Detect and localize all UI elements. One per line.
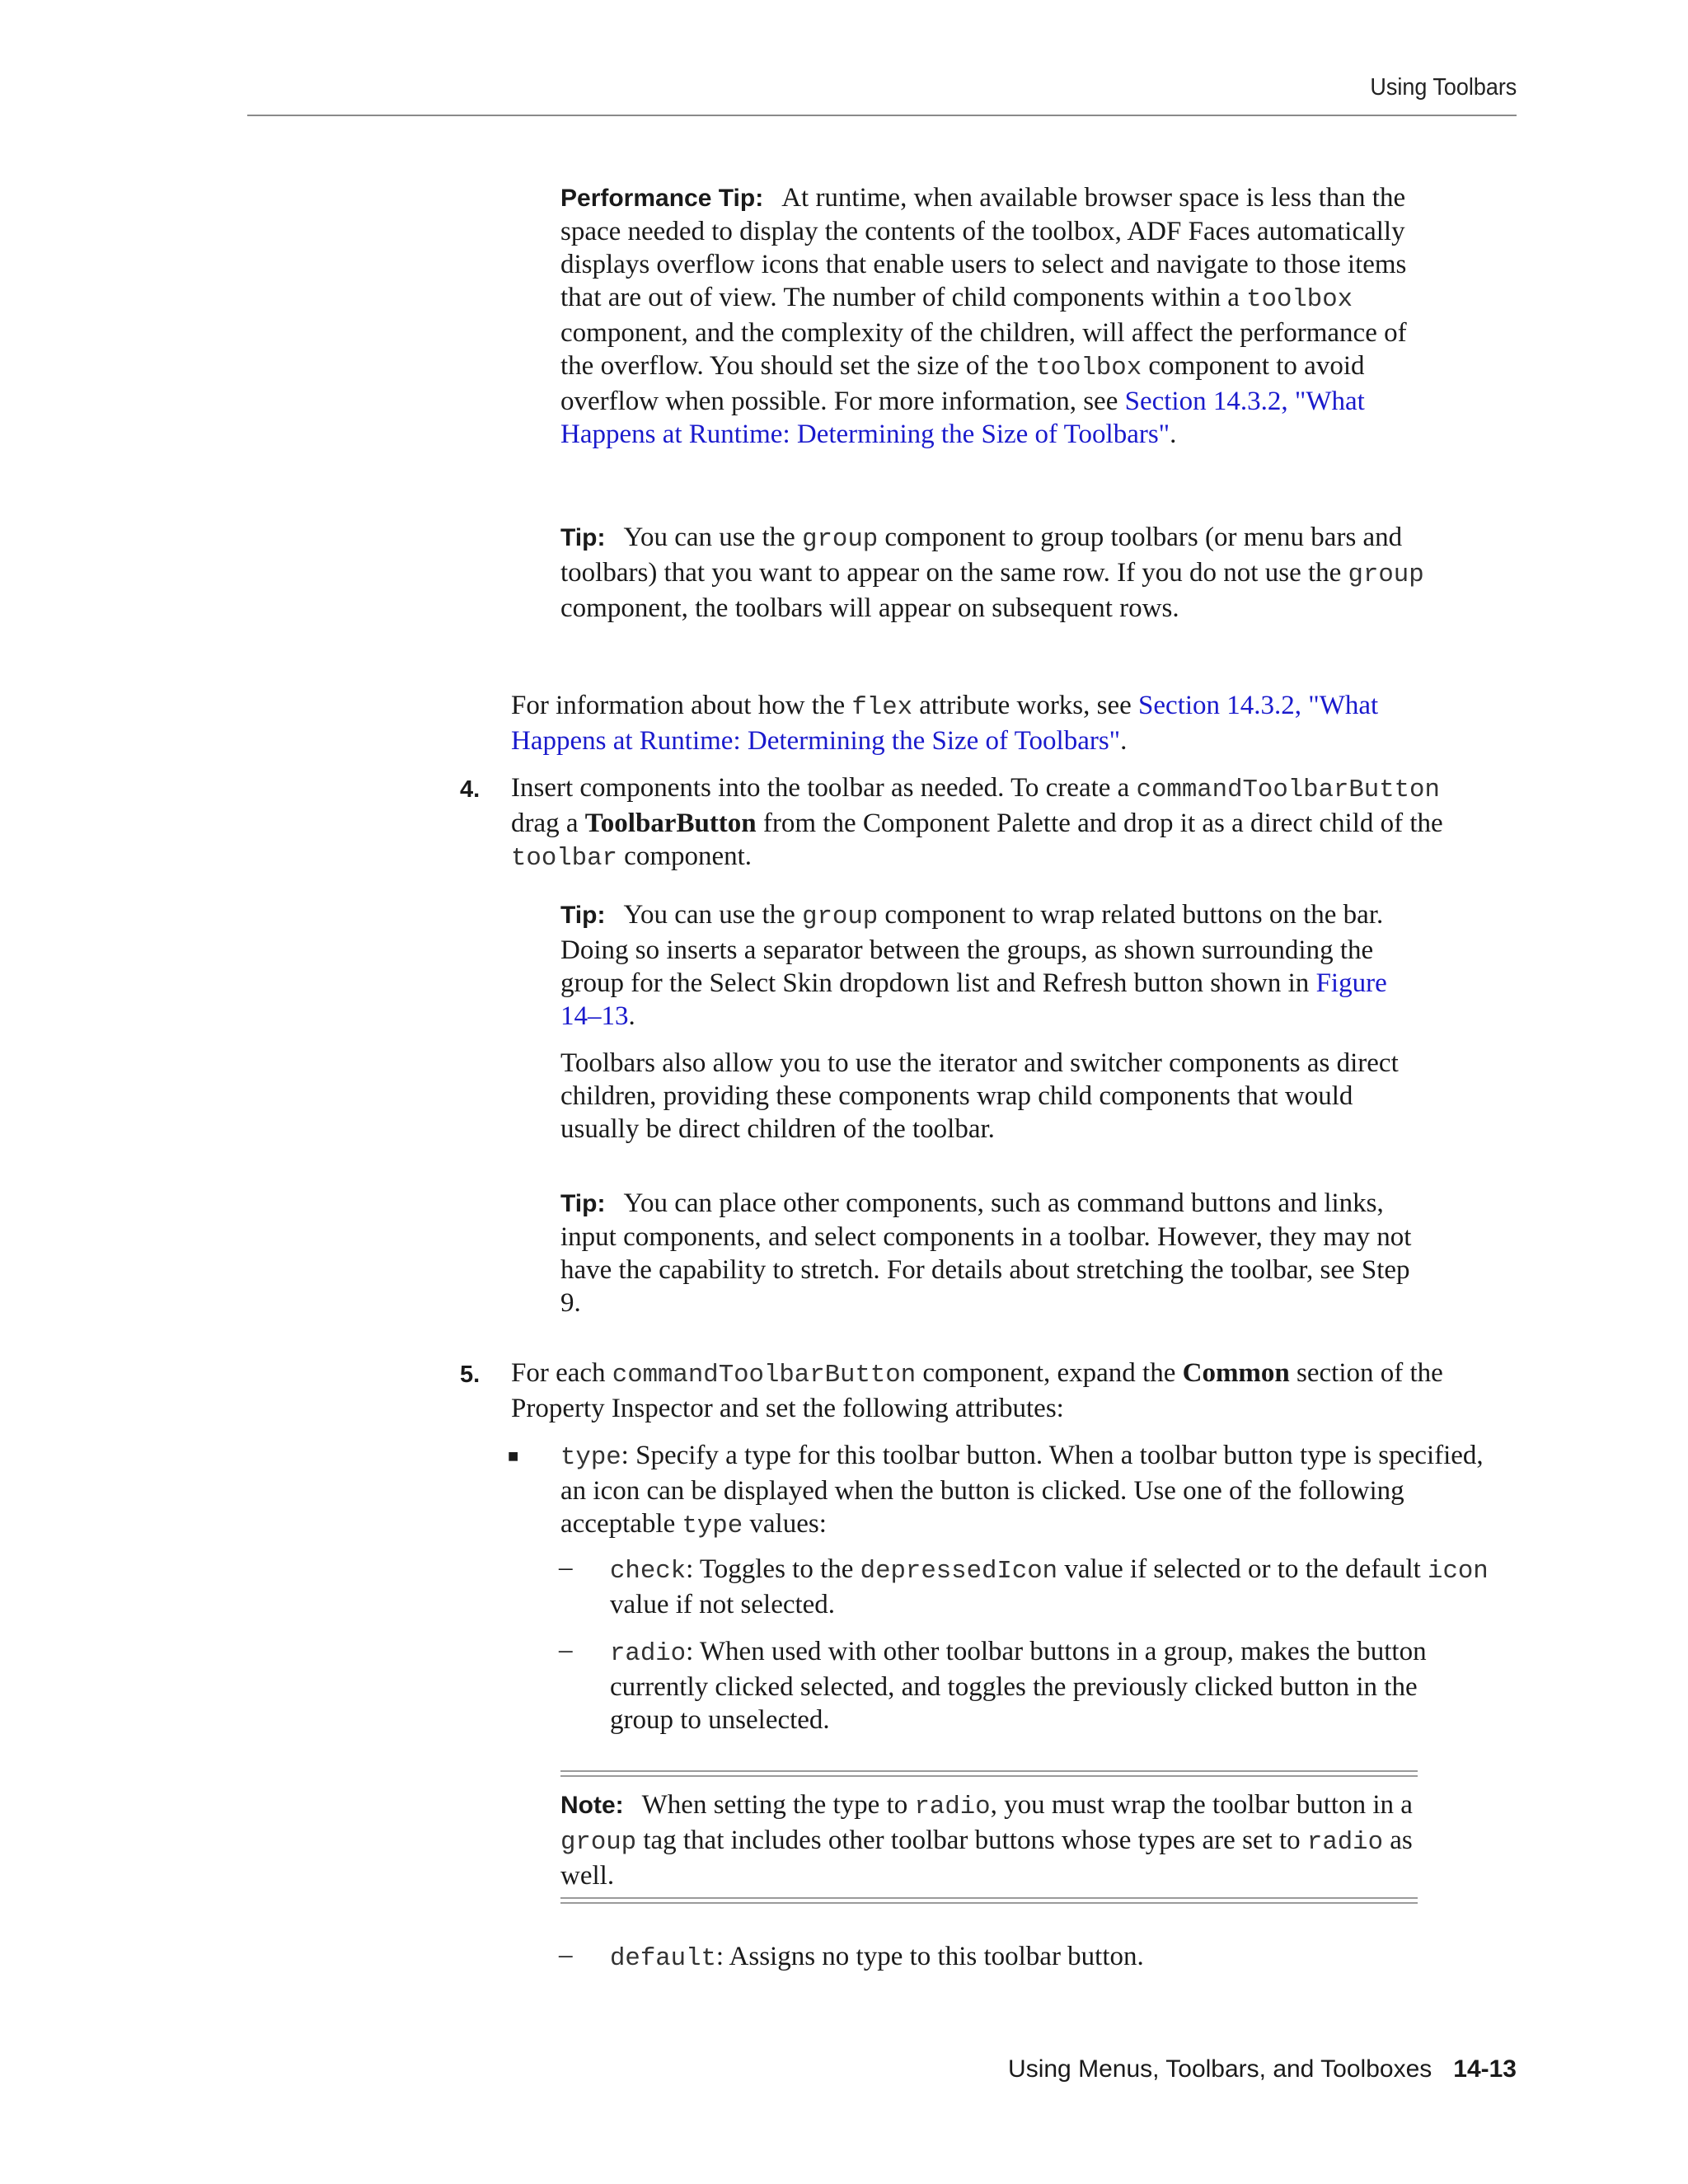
dash-marker: –	[559, 1940, 573, 1970]
dash-default: default: Assigns no type to this toolbar button.	[610, 1942, 1144, 1973]
note: Note: When setting the type to radio, you must wrap the toolbar button in a group tag that includes other toolbar buttons whose types are set to radio as well.	[560, 1790, 1413, 1891]
tip-label: Tip:	[560, 1190, 606, 1217]
header-rule	[247, 115, 1517, 116]
section-link[interactable]: Section 14.3.2, "What Happens at Runtime: Determining the Size of Toolbars"	[511, 691, 1379, 756]
running-header: Using Toolbars	[1370, 74, 1517, 101]
figure-link[interactable]: Figure 14–13	[560, 968, 1387, 1031]
tip-wrap-buttons-paragraph: Toolbars also allow you to use the iterator and switcher components as direct children, providing these components wrap child components that would usually be direct children of the toolbar.	[560, 1048, 1399, 1144]
bullet-type: type: Specify a type for this toolbar button. When a toolbar button type is specified, an icon can be displayed when the button is clicked. Use one of the following acceptable type values:	[560, 1441, 1484, 1540]
step-5: For each commandToolbarButton component, expand the Common section of the Property Inspector and set the following attributes:	[511, 1358, 1443, 1423]
step-number: 4.	[460, 776, 481, 803]
page-number: 14-13	[1453, 2055, 1517, 2083]
performance-tip: Performance Tip: At runtime, when available browser space is less than the space needed to display the contents of the toolbox, ADF Faces automatically displays overflow icons that enable users to select and navigate to those items that are out of view. The number of child components within a toolbox component, and the complexity of the children, will affect the performance of the overflow. You should set the size of the toolbox component to avoid overflow when possible. For more information, see Section 14.3.2, "What Happens at Runtime: Determining the Size of Toolbars".	[560, 183, 1407, 449]
dash-marker: –	[559, 1635, 573, 1665]
tip-group-toolbars: Tip: You can use the group component to group toolbars (or menu bars and toolbars) that you want to appear on the same row. If you do not use the group component, the toolbars will appear on subsequent rows.	[560, 523, 1424, 623]
tip-label: Tip:	[560, 524, 606, 551]
note-bottom-rule	[560, 1897, 1418, 1904]
performance-tip-label: Performance Tip:	[560, 185, 764, 212]
bullet-marker: ■	[508, 1446, 519, 1466]
note-label: Note:	[560, 1792, 624, 1819]
step-number: 5.	[460, 1361, 481, 1388]
page-footer	[1008, 2055, 1517, 2083]
section-link[interactable]: Section 14.3.2, "What Happens at Runtime: Determining the Size of Toolbars"	[560, 387, 1365, 449]
dash-check: check: Toggles to the depressedIcon value if selected or to the default icon value if not selected.	[610, 1554, 1489, 1619]
note-top-rule	[560, 1770, 1418, 1777]
footer-title: Using Menus, Toolbars, and Toolboxes	[1008, 2055, 1432, 2083]
tip-other-components: Tip: You can place other components, such as command buttons and links, input components, and select components in a toolbar. However, they may not have the capability to stretch. For details about stretching the toolbar, see Step 9.	[560, 1188, 1412, 1318]
dash-marker: –	[559, 1553, 573, 1582]
tip-label: Tip:	[560, 902, 606, 929]
flex-paragraph: For information about how the flex attribute works, see Section 14.3.2, "What Happens at Runtime: Determining the Size of Toolbars".	[511, 691, 1379, 756]
tip-wrap-buttons: Tip: You can use the group component to wrap related buttons on the bar. Doing so inserts a separator between the groups, as shown surrounding the group for the Select Skin dropdown list and Refresh button shown in Figure 14–13.	[560, 900, 1387, 1031]
step-4: Insert components into the toolbar as needed. To create a commandToolbarButton drag a ToolbarButton from the Component Palette and drop it as a direct child of the toolbar component.	[511, 773, 1443, 873]
dash-radio: radio: When used with other toolbar buttons in a group, makes the button currently clicked selected, and toggles the previously clicked button in the group to unselected.	[610, 1637, 1427, 1735]
